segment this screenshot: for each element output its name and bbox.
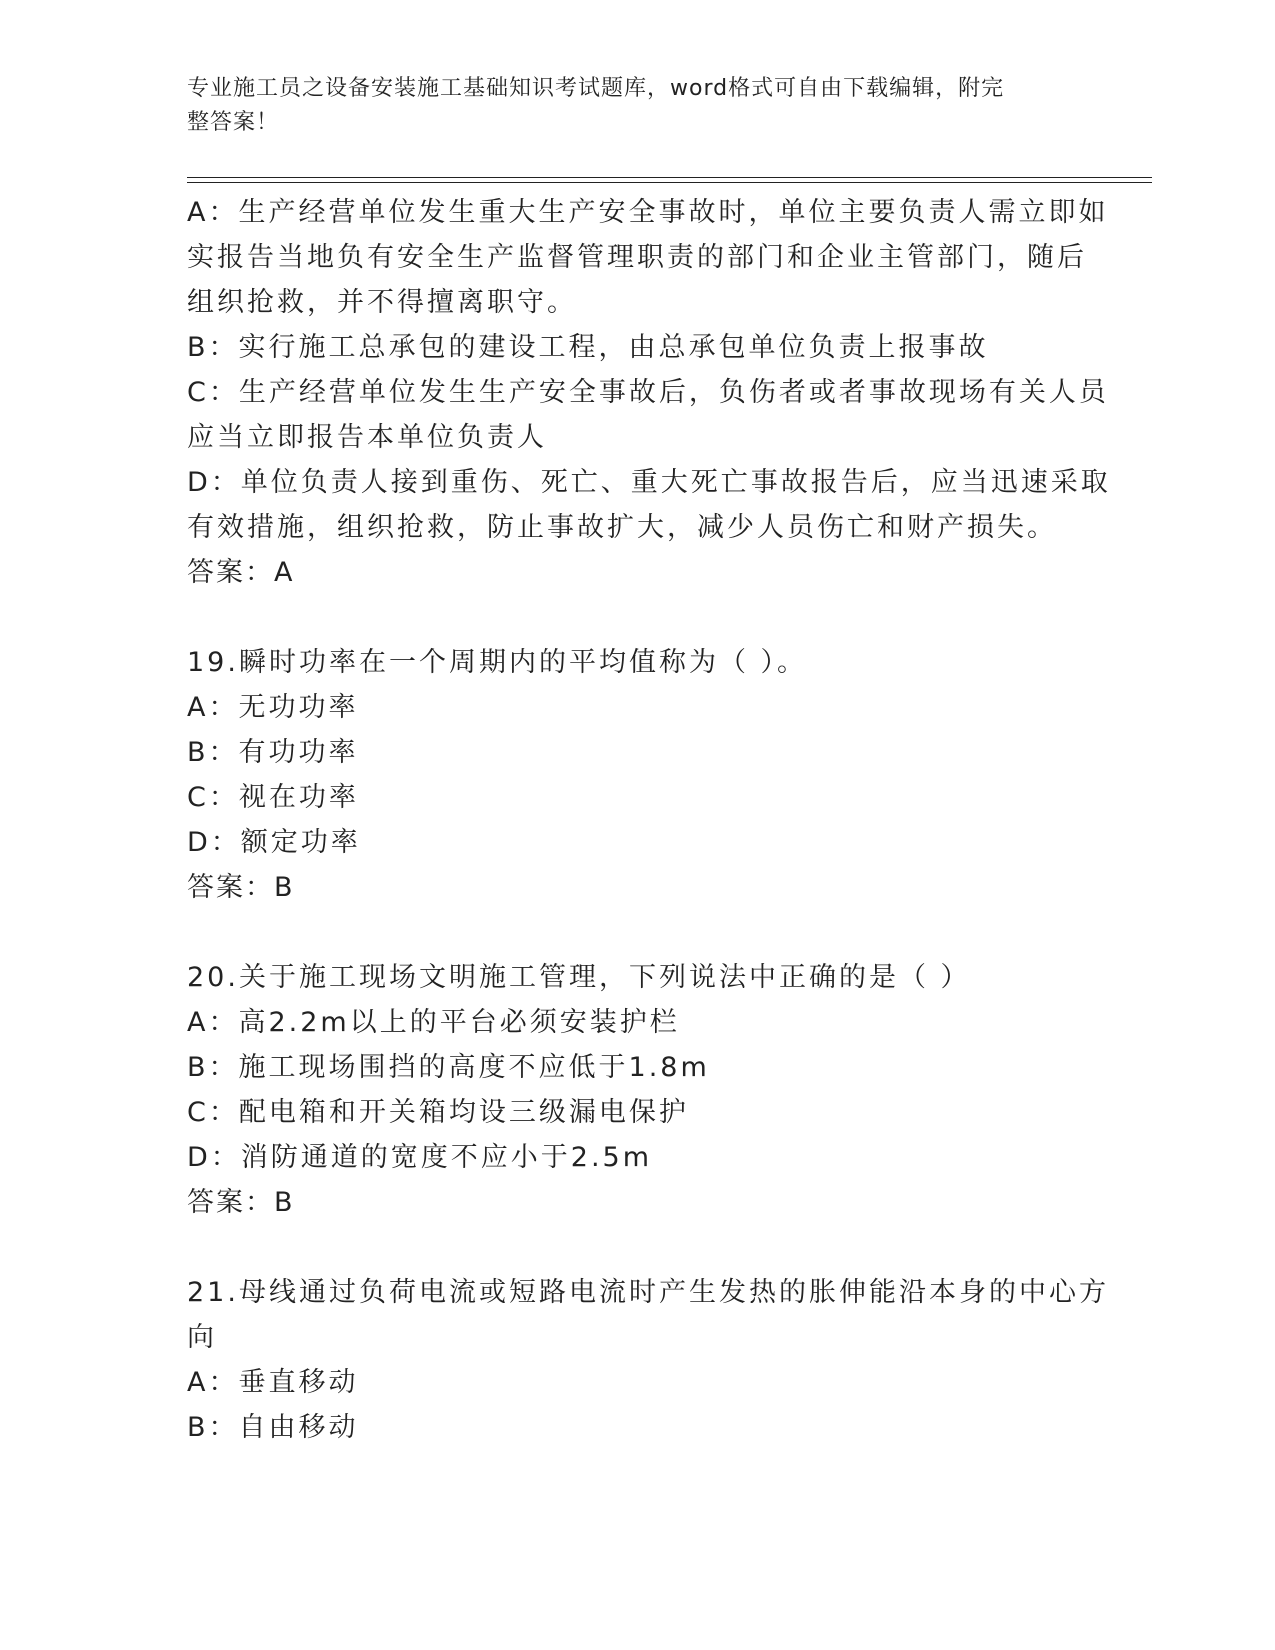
option-b: B：有功功率 (187, 737, 359, 768)
question-20 (187, 955, 1087, 1225)
header-rule-bottom (187, 182, 1152, 183)
option-d: D：消防通道的宽度不应小于2.5m (187, 1142, 653, 1173)
option-a-line-2: 实报告当地负有安全生产监督管理职责的部门和企业主管部门，随后 (187, 242, 1087, 273)
option-a: A：高2.2m以上的平台必须安装护栏 (187, 1007, 680, 1038)
option-b: B：实行施工总承包的建设工程，由总承包单位负责上报事故 (187, 332, 989, 363)
option-d-line-1: D：单位负责人接到重伤、死亡、重大死亡事故报告后，应当迅速采取 (187, 467, 1111, 498)
option-a-line-3: 组织抢救，并不得擅离职守。 (187, 287, 577, 318)
option-c-line-1: C：生产经营单位发生生产安全事故后，负伤者或者事故现场有关人员 (187, 377, 1109, 408)
spacer (187, 1225, 1087, 1270)
header-rule-top (187, 177, 1152, 178)
document-body (187, 190, 1111, 1450)
option-d: D：额定功率 (187, 827, 361, 858)
answer: 答案：A (187, 557, 295, 588)
header-line-1: 专业施工员之设备安装施工基础知识考试题库，word格式可自由下载编辑，附完 (187, 76, 1005, 101)
option-c-line-2: 应当立即报告本单位负责人 (187, 422, 547, 453)
answer: 答案：B (187, 1187, 295, 1218)
answer: 答案：B (187, 872, 295, 903)
spacer (187, 595, 1087, 640)
question-text-line-2: 向 (187, 1322, 217, 1353)
question-text: 20.关于施工现场文明施工管理，下列说法中正确的是（ ） (187, 962, 971, 993)
header-line-2: 整答案！ (187, 110, 280, 135)
question-21 (187, 1270, 1109, 1450)
option-a: A：垂直移动 (187, 1367, 359, 1398)
document-header (187, 72, 1067, 140)
spacer (187, 910, 1087, 955)
question-19 (187, 640, 1087, 910)
option-c: C：配电箱和开关箱均设三级漏电保护 (187, 1097, 689, 1128)
option-a: A：无功功率 (187, 692, 359, 723)
option-b: B：自由移动 (187, 1412, 359, 1443)
question-18 (187, 190, 1111, 595)
question-text: 19.瞬时功率在一个周期内的平均值称为（ ）。 (187, 647, 808, 678)
option-b: B：施工现场围挡的高度不应低于1.8m (187, 1052, 710, 1083)
option-c: C：视在功率 (187, 782, 359, 813)
question-text-line-1: 21.母线通过负荷电流或短路电流时产生发热的胀伸能沿本身的中心方 (187, 1277, 1109, 1308)
option-a-line-1: A：生产经营单位发生重大生产安全事故时，单位主要负责人需立即如 (187, 197, 1109, 228)
option-d-line-2: 有效措施，组织抢救，防止事故扩大，减少人员伤亡和财产损失。 (187, 512, 1057, 543)
